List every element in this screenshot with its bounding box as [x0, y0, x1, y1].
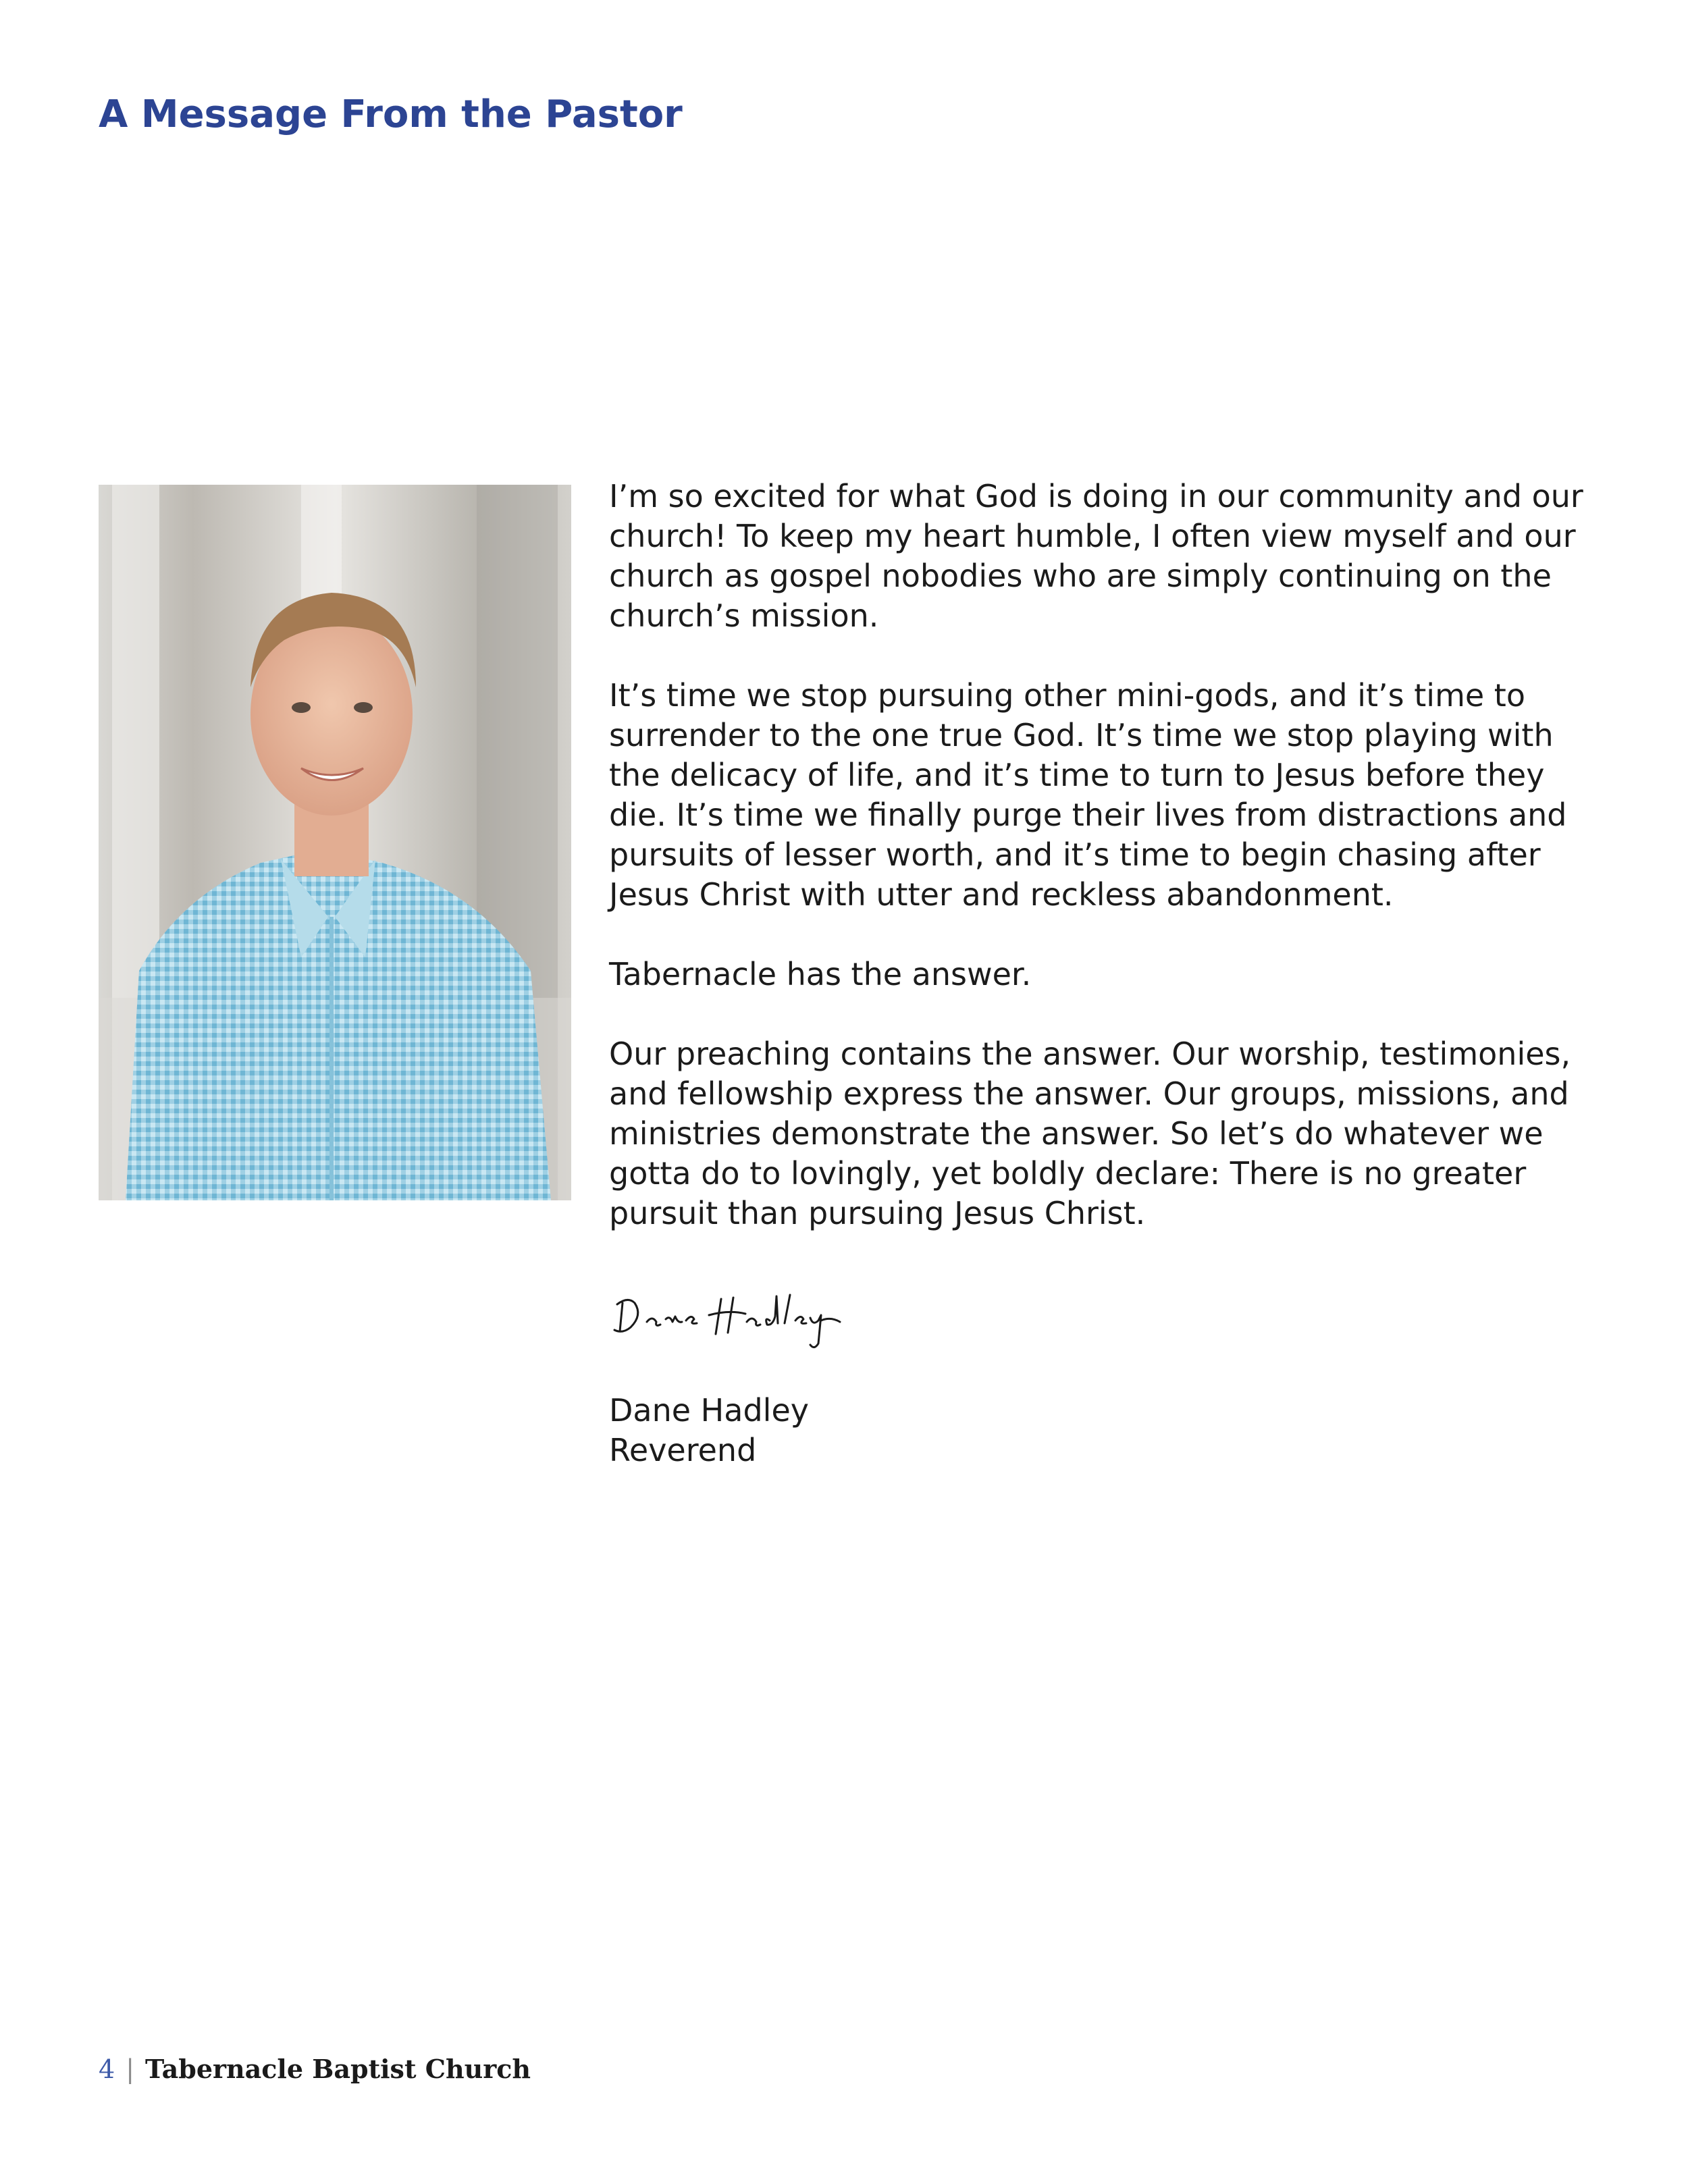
- letter-paragraph: Our preaching contains the answer. Our worship, testimonies, and fellowship express the answer. Our groups, missions, and ministries demonstrate the answer. So let’s do whatever we gotta do to lovingly, yet boldly declare: There is no greater pursuit than pursuing Jesus Christ.: [609, 1036, 1571, 1231]
- signature-image: [608, 1283, 864, 1357]
- letter-paragraph: It’s time we stop pursuing other mini-gods, and it’s time to surrender to the one true God. It’s time we stop playing with the delicacy of life, and it’s time to turn to Jesus before they die. It’s time we finally purge their lives from distractions and pursuits of lesser worth, and it’s time to begin chasing after Jesus Christ with utter and reckless abandonment.: [609, 677, 1567, 913]
- signatory-title: Reverend: [609, 1432, 757, 1468]
- pastor-portrait-image: [99, 485, 571, 1200]
- letter-body: [609, 477, 1595, 1273]
- letter-paragraph: I’m so excited for what God is doing in our community and our church! To keep my heart humble, I often view myself and our church as gospel nobodies who are simply continuing on the church’s mission.: [609, 478, 1583, 634]
- handwritten-signature: [608, 1283, 864, 1357]
- signatory-name: Dane Hadley: [609, 1392, 809, 1429]
- letter-paragraph: Tabernacle has the answer.: [609, 956, 1032, 992]
- page-number: 4: [99, 2054, 115, 2084]
- letter-closing: [609, 1391, 809, 1470]
- page-title: A Message From the Pastor: [99, 92, 683, 136]
- pastor-photo: [99, 485, 571, 1200]
- page-footer: [99, 2052, 531, 2086]
- footer-separator: |: [126, 2054, 134, 2084]
- footer-church-name: Tabernacle Baptist Church: [145, 2054, 531, 2084]
